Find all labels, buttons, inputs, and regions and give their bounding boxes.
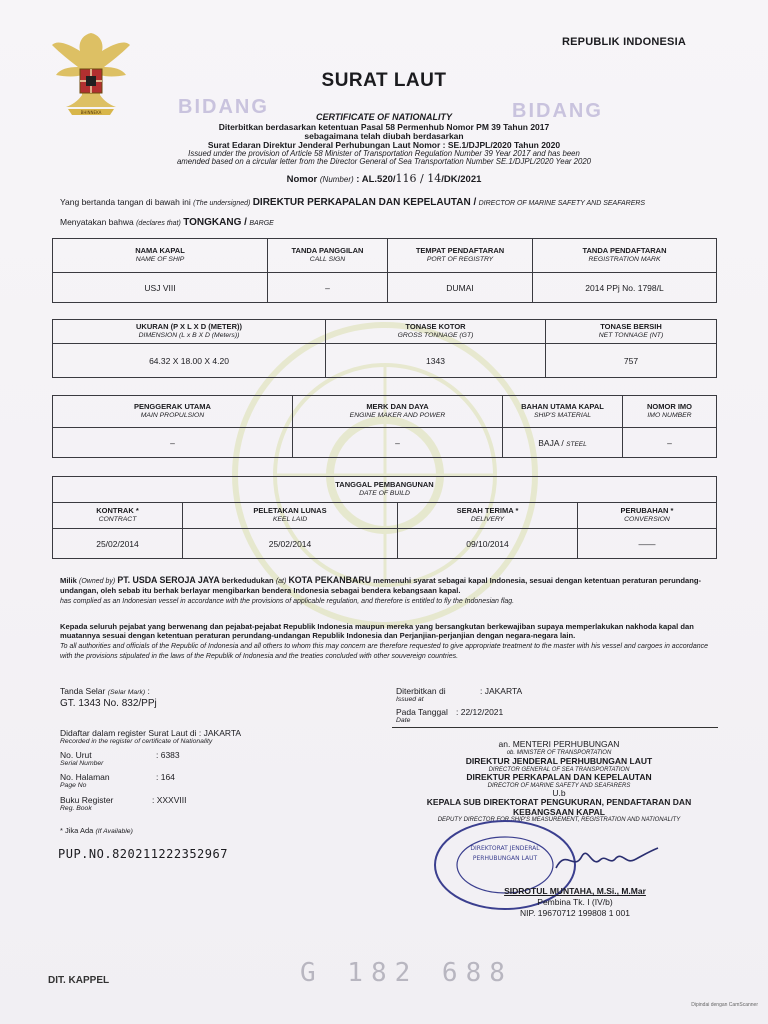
signatory-deputy: KEPALA SUB DIREKTORAT PENGUKURAN, PENDAFTARAN DAN KEBANGSAAN KAPAL DEPUTY DIRECTOR FOR SHIP'S MEASUREMENT, REGISTRATION AND NATIONALITY [426,797,692,823]
issued-line-3: Surat Edaran Direktur Jenderal Perhubungan Laut Nomor : SE.1/DJPL/2020 Tahun 2020 [207,140,561,150]
header-call-sign: TANDA PANGGILAN CALL SIGN [268,239,388,273]
selar-mark: Tanda Selar (Selar Mark) : [60,686,150,696]
svg-text:DIREKTORAT JENDERAL: DIREKTORAT JENDERAL [470,845,540,852]
issued-divider [392,727,718,728]
issued-line-1: Diterbitkan berdasarkan ketentuan Pasal 58 Permenhub Nomor PM 39 Tahun 2017 [218,122,550,132]
register-page-value: : 164 [156,772,175,782]
contract-value: 25/02/2014 [53,529,183,559]
request-paragraph: Kepada seluruh pejabat yang berwenang dan pejabat-pejabat Republik Indonesia maupun mereka yang bersangkutan berkewajiban supaya memperlakukan nakhoda kapal dan muatannya sesuai dengan ketentuan peraturan perundang-undangan Republik Indonesia dan Perjanjian-perjanjian dengan negara-negara lain. To all authorities and officials of the Republic of Indonesia and all others to whom this may concern are therefore requested to give appropriate treatment to the master with his vessel and cargoes in accordance with the provisions stipulated in the laws of the Republik of Indonesia and the treaties concluded with other souvereign countries. [60,622,708,660]
signatory-minister: an. MENTERI PERHUBUNGAN ob. MINISTER OF TRANSPORTATION [498,739,620,756]
selar-mark-value: GT. 1343 No. 832/PPj [60,698,157,709]
header-gross-tonnage: TONASE KOTOR GROSS TONNAGE (GT) [326,320,546,344]
signature [552,838,662,878]
subtitle-en: CERTIFICATE OF NATIONALITY [316,112,452,122]
header-imo-number: NOMOR IMO IMO NUMBER [623,396,717,428]
issued-date-label: Pada Tanggal Date [396,707,448,724]
scanner-watermark: Dipindai dengan CamScanner [691,1002,758,1008]
signatory-rank: Pembina Tk. I (IV/b) [537,897,613,907]
dimension-value: 64.32 X 18.00 X 4.20 [53,344,326,378]
declares-line: Menyatakan bahwa (declares that) TONGKANG / BARGE [60,217,274,228]
date-of-build-table [52,476,717,559]
registration-mark-value: 2014 PPj No. 1798/L [533,273,717,303]
keel-laid-value: 25/02/2014 [183,529,398,559]
header-date-of-build: TANGGAL PEMBANGUNAN DATE OF BUILD [53,477,717,503]
delivery-value: 09/10/2014 [398,529,578,559]
signatory-dg: DIREKTUR JENDERAL PERHUBUNGAN LAUT DIRECTOR GENERAL OF SEA TRANSPORTATION [465,756,653,773]
tonnage-table [52,319,717,378]
call-sign-value: – [268,273,388,303]
header-engine-maker: MERK DAN DAYA ENGINE MAKER AND POWER [293,396,503,428]
register-book-value: : XXXVIII [152,795,187,805]
certificate-number: Nomor (Number) : AL.520/116 / 14/DK/2021 [286,172,482,185]
net-tonnage-value: 757 [546,344,717,378]
ship-name-value: USJ VIII [53,273,268,303]
header-ship-name: NAMA KAPAL NAME OF SHIP [53,239,268,273]
register-title: Didaftar dalam register Surat Laut di : JAKARTA Recorded in the register of certificate of Nationality [60,728,242,745]
issued-at-value: : JAKARTA [480,686,523,696]
header-port-registry: TEMPAT PENDAFTARAN PORT OF REGISTRY [388,239,533,273]
register-page: No. Halaman Page No [60,772,110,789]
footnote: * Jika Ada (If Available) [60,826,133,835]
header-conversion: PERUBAHAN * CONVERSION [578,503,717,529]
pup-number: PUP.NO.820211222352967 [58,847,228,861]
register-book: Buku Register Reg. Book [60,795,114,812]
header-dimension: UKURAN (P X L X D (METER)) DIMENSION (L x B X D (Meters)) [53,320,326,344]
header-net-tonnage: TONASE BERSIH NET TONNAGE (NT) [546,320,717,344]
header-ship-material: BAHAN UTAMA KAPAL SHIP'S MATERIAL [503,396,623,428]
svg-text:PERHUBUNGAN LAUT: PERHUBUNGAN LAUT [472,855,538,862]
register-serial-value: : 6383 [156,750,180,760]
header-main-propulsion: PENGGERAK UTAMA MAIN PROPULSION [53,396,293,428]
header-registration-mark: TANDA PENDAFTARAN REGISTRATION MARK [533,239,717,273]
ship-identity-table [52,238,717,303]
main-propulsion-value: – [53,428,293,458]
issued-en-1: Issued under the provision of Article 58 Minister of Transportation Regulation Number 39 Year 2017 and has been [188,149,580,158]
faint-stamp-right: BIDANG [512,100,603,122]
form-serial-number: G 182 688 [300,958,513,988]
header-delivery: SERAH TERIMA * DELIVERY [398,503,578,529]
signatory-nip: NIP. 19670712 199808 1 001 [520,908,630,918]
faint-stamp-left: BIDANG [178,96,269,118]
svg-text:BHINNEKA: BHINNEKA [80,110,102,115]
issued-line-2: sebagaimana telah diubah berdasarkan [304,131,464,141]
header-keel-laid: PELETAKAN LUNAS KEEL LAID [183,503,398,529]
ship-material-value: BAJA / STEEL [503,428,623,458]
port-registry-value: DUMAI [388,273,533,303]
department-label: DIT. KAPPEL [48,975,110,986]
country-label: REPUBLIK INDONESIA [562,36,686,48]
undersigned-line: Yang bertanda tangan di bawah ini (The undersigned) DIREKTUR PERKAPALAN DAN KEPELAUTAN / DIRECTOR OF MARINE SAFETY AND SEAFARERS [60,197,646,208]
signatory-ub: U.b [552,788,566,798]
document-title: SURAT LAUT [321,70,447,91]
propulsion-table [52,395,717,458]
conversion-value: —— [578,529,717,559]
signatory-name: SIDROTUL MUNTAHA, M.Si., M.Mar [504,886,646,896]
issued-date-value: : 22/12/2021 [456,707,504,717]
engine-maker-value: – [293,428,503,458]
imo-number-value: – [623,428,717,458]
ownership-paragraph: Milik (Owned by) PT. USDA SEROJA JAYA berkedudukan (at) KOTA PEKANBARU memenuhi syarat sebagai kapal Indonesia, sesuai dengan ketentuan peraturan perundang-undangan, oleh sebab itu berhak berlayar mengibarkan bendera Indonesia sebagai bendera kebangsaan kapal. has complied as an Indonesian vessel in accordance with the provisions of applicable regulation, and therefore is entitled to fly the Indonesian flag. [60,575,702,605]
header-contract: KONTRAK * CONTRACT [53,503,183,529]
gross-tonnage-value: 1343 [326,344,546,378]
issued-en-2: amended based on a circular letter from the Director General of Sea Transportation Number SE.1/DJPL/2020 Year 2020 [176,157,592,166]
issued-at-label: Diterbitkan di Issued at [396,686,446,703]
register-serial: No. Urut Serial Number [60,750,104,767]
signatory-director: DIREKTUR PERKAPALAN DAN KEPELAUTAN DIRECTOR OF MARINE SAFETY AND SEAFARERS [466,772,652,789]
